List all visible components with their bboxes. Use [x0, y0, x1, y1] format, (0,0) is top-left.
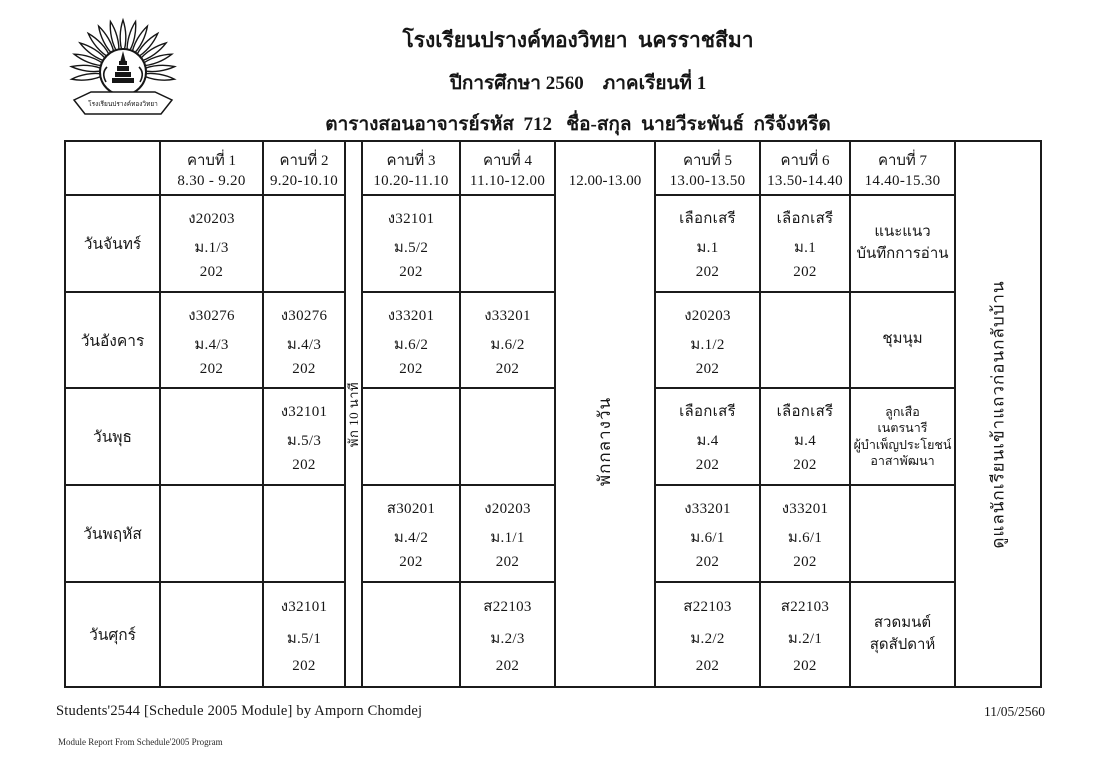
room: 202	[695, 360, 720, 377]
cell-thu-p5	[655, 485, 760, 582]
day-row-wednesday	[65, 388, 1041, 485]
cell-tue-p7	[850, 292, 955, 388]
room: 202	[199, 264, 224, 281]
subject-code: ส30201	[386, 500, 436, 517]
subject-code: ส22103	[780, 599, 830, 615]
subject-code: ง33201	[781, 500, 829, 517]
activity: สวดมนต์	[873, 614, 932, 631]
cell-tue-p2	[263, 292, 345, 388]
cell-fri-p7	[850, 582, 955, 687]
day-label-wednesday	[65, 388, 160, 485]
day-row-friday	[65, 582, 1041, 687]
period-time: 13.00-13.50	[669, 173, 746, 189]
room: 202	[695, 457, 720, 474]
day-name: วันพฤหัส	[83, 526, 142, 543]
day-name: วันศุกร์	[89, 627, 136, 644]
cell-wed-p3	[362, 388, 460, 485]
lunch-note: พักกลางวัน	[595, 396, 615, 486]
class-group: ม.6/1	[690, 529, 725, 546]
class-group: ม.5/2	[393, 239, 429, 256]
cell-fri-p4	[460, 582, 555, 687]
class-group: ม.1/3	[194, 239, 229, 256]
day-row-monday	[65, 195, 1041, 292]
cell-tue-p1	[160, 292, 263, 388]
period-time: 14.40-15.30	[864, 173, 941, 189]
activity: แนะแนว	[874, 223, 931, 240]
cell-thu-p4	[460, 485, 555, 582]
class-group: ม.2/3	[490, 631, 525, 647]
room: 202	[793, 554, 817, 571]
room: 202	[695, 554, 720, 571]
day-name: วันจันทร์	[83, 236, 142, 253]
timetable	[64, 140, 1042, 688]
class-group: ม.6/2	[490, 336, 525, 353]
footer-date: 11/05/2560	[984, 704, 1046, 719]
cell-wed-p2	[263, 388, 345, 485]
cell-tue-p3	[362, 292, 460, 388]
room: 202	[793, 264, 817, 281]
period-time: 13.50-14.40	[767, 173, 843, 189]
activity: สุดสัปดาห์	[869, 636, 936, 653]
subject-code: ง32101	[280, 403, 328, 420]
class-group: ม.1	[793, 239, 817, 256]
period-name: คาบที่ 6	[780, 153, 830, 169]
room: 202	[793, 457, 817, 474]
subject-code: เลือกเสรี	[679, 210, 736, 227]
subject-code: ส22103	[483, 599, 532, 615]
side-note-column	[955, 141, 1041, 687]
subject-code: ง20203	[684, 307, 731, 324]
subject-code: ง20203	[484, 500, 531, 517]
class-group: ม.1/2	[690, 336, 725, 353]
cell-mon-p1	[160, 195, 263, 292]
subject-code: ง20203	[188, 210, 235, 227]
period-name: คาบที่ 2	[279, 153, 329, 169]
room: 202	[793, 658, 817, 674]
room: 202	[495, 360, 520, 377]
room: 202	[292, 360, 316, 377]
period-name: คาบที่ 1	[186, 153, 237, 169]
room: 202	[399, 554, 423, 571]
room: 202	[495, 554, 520, 571]
cell-thu-p1	[160, 485, 263, 582]
period-header-5	[655, 141, 760, 195]
cell-thu-p7	[850, 485, 955, 582]
room: 202	[399, 264, 423, 281]
footer-program-credit: Students'2544 [Schedule 2005 Module] by Amporn Chomdej	[56, 703, 423, 719]
period-time: 10.20-11.10	[373, 173, 449, 189]
cell-thu-p2	[263, 485, 345, 582]
cell-fri-p1	[160, 582, 263, 687]
subject-code: ส22103	[683, 599, 732, 615]
cell-wed-p5	[655, 388, 760, 485]
room: 202	[292, 457, 316, 474]
period-name: คาบที่ 5	[682, 153, 733, 169]
period-time: 9.20-10.10	[270, 173, 338, 189]
title-block	[90, 24, 1066, 139]
activity: ลูกเสือ	[885, 405, 920, 419]
room: 202	[399, 360, 423, 377]
academic-year-line: ปีการศึกษา 2560 ภาคเรียนที่ 1	[449, 73, 707, 94]
cell-mon-p7	[850, 195, 955, 292]
period-header-2	[263, 141, 345, 195]
class-group: ม.5/3	[286, 432, 322, 449]
cell-mon-p4	[460, 195, 555, 292]
subject-code: ง33201	[684, 500, 731, 517]
activity: ชุมนุม	[882, 331, 923, 348]
period-header-6	[760, 141, 850, 195]
cell-fri-p2	[263, 582, 345, 687]
subject-code: เลือกเสรี	[776, 403, 834, 420]
subject-code: ง30276	[280, 307, 328, 324]
activity: เนตรนารี	[877, 421, 928, 436]
subject-code: ง32101	[387, 210, 435, 227]
cell-mon-p3	[362, 195, 460, 292]
footer-module-note: Module Report From Schedule'2005 Program	[58, 737, 223, 747]
subject-code: ง30276	[188, 307, 235, 324]
class-group: ม.2/1	[787, 631, 823, 647]
break-note: พัก 10 นาที	[346, 381, 362, 447]
cell-fri-p6	[760, 582, 850, 687]
day-label-thursday	[65, 485, 160, 582]
room: 202	[695, 658, 720, 674]
subject-code: ง33201	[484, 307, 531, 324]
cell-wed-p4	[460, 388, 555, 485]
corner-cell	[65, 141, 160, 195]
crest-banner-text: โรงเรียนปรางค์ทองวิทยา	[88, 101, 158, 108]
lunch-column	[555, 141, 655, 687]
period-header-7	[850, 141, 955, 195]
cell-fri-p5	[655, 582, 760, 687]
day-row-thursday	[65, 485, 1041, 582]
activity: ผู้บำเพ็ญประโยชน์	[853, 437, 952, 452]
lunch-time: 12.00-13.00	[568, 173, 642, 189]
break-column	[345, 141, 362, 687]
cell-fri-p3	[362, 582, 460, 687]
cell-wed-p6	[760, 388, 850, 485]
room: 202	[199, 360, 224, 377]
period-header-1	[160, 141, 263, 195]
period-name: คาบที่ 3	[386, 153, 436, 169]
room: 202	[292, 658, 316, 674]
class-group: ม.4/3	[286, 336, 322, 353]
activity: อาสาพัฒนา	[870, 453, 935, 468]
cell-tue-p6	[760, 292, 850, 388]
day-row-tuesday	[65, 292, 1041, 388]
cell-mon-p5	[655, 195, 760, 292]
period-time: 8.30 - 9.20	[177, 173, 246, 189]
teacher-line: ตารางสอนอาจารย์รหัส 712 ชื่อ-สกุล นายวีระพันธ์ กรีจังหรีด	[325, 114, 831, 135]
cell-thu-p6	[760, 485, 850, 582]
class-group: ม.2/2	[690, 631, 725, 647]
cell-thu-p3	[362, 485, 460, 582]
period-name: คาบที่ 4	[482, 153, 533, 169]
class-group: ม.6/2	[393, 336, 429, 353]
day-name: วันอังคาร	[80, 332, 145, 350]
class-group: ม.4/2	[393, 529, 429, 546]
school-name-title: โรงเรียนปรางค์ทองวิทยา นครราชสีมา	[402, 28, 754, 52]
side-note: ดูแลนักเรียนเข้าแถวก่อนกลับบ้าน	[988, 279, 1008, 549]
class-group: ม.1/1	[490, 529, 525, 546]
class-group: ม.1	[696, 239, 719, 256]
class-group: ม.6/1	[787, 529, 823, 546]
cell-wed-p7	[850, 388, 955, 485]
subject-code: เลือกเสรี	[776, 210, 834, 227]
day-label-friday	[65, 582, 160, 687]
subject-code: เลือกเสรี	[679, 403, 736, 420]
period-time: 11.10-12.00	[469, 173, 546, 189]
cell-tue-p4	[460, 292, 555, 388]
day-label-tuesday	[65, 292, 160, 388]
day-name: วันพุธ	[93, 429, 132, 446]
activity: บันทึกการอ่าน	[856, 245, 949, 262]
cell-tue-p5	[655, 292, 760, 388]
period-header-3	[362, 141, 460, 195]
period-header-4	[460, 141, 555, 195]
period-name: คาบที่ 7	[877, 153, 928, 169]
header-row	[65, 141, 1041, 195]
subject-code: ง32101	[280, 599, 328, 615]
cell-mon-p6	[760, 195, 850, 292]
room: 202	[695, 264, 720, 281]
subject-code: ง33201	[387, 307, 435, 324]
day-label-monday	[65, 195, 160, 292]
room: 202	[495, 658, 520, 674]
class-group: ม.4	[696, 432, 719, 449]
class-group: ม.5/1	[286, 631, 322, 647]
cell-mon-p2	[263, 195, 345, 292]
class-group: ม.4/3	[194, 336, 229, 353]
class-group: ม.4	[793, 432, 817, 449]
cell-wed-p1	[160, 388, 263, 485]
